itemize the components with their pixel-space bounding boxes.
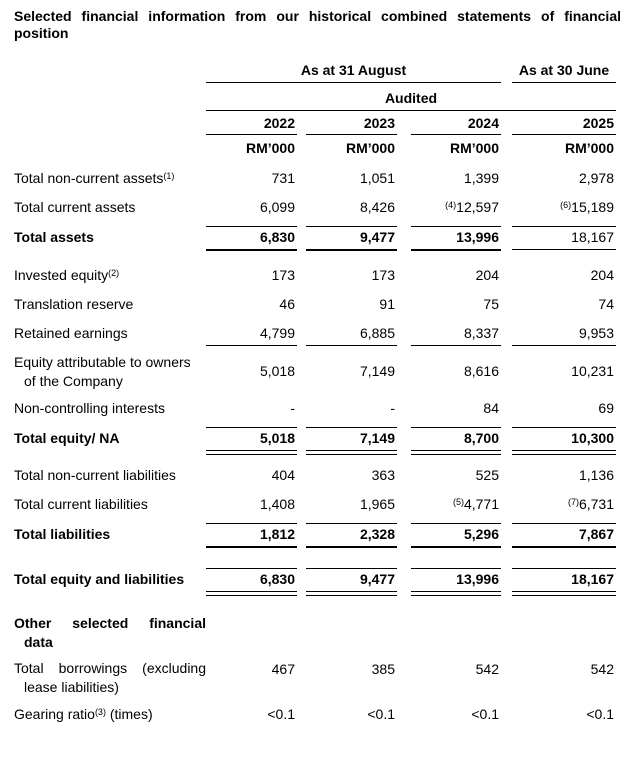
row-total-equity-and-liabilities [14, 568, 635, 592]
row-retained-earnings [14, 323, 635, 346]
value-cell: 2,978 [578, 170, 614, 186]
header-year-2024: 2024 [411, 113, 501, 135]
value-cell: <0.1 [471, 706, 499, 722]
value-cell: 2,328 [306, 523, 397, 548]
row-label-line: Total liabilities [14, 526, 111, 542]
value-cell: $^{(6)}$15,189 [560, 199, 614, 215]
value-cell: 385 [371, 661, 395, 677]
header-group-june: As at 30 June [512, 61, 616, 83]
row-label [14, 399, 206, 418]
row-label-line: Total non-current liabilities [14, 467, 176, 483]
page-title-line2: position [14, 25, 69, 41]
row-label [14, 324, 206, 343]
value-cell: 173 [371, 267, 395, 283]
row-label-line: Total assets [14, 229, 94, 245]
row-total-assets [14, 226, 635, 251]
page-title [14, 8, 621, 42]
row-label-line: Other selected financial [14, 615, 206, 631]
row-label [14, 429, 206, 448]
value-cell: 1,408 [259, 496, 295, 512]
row-label [14, 353, 206, 391]
value-cell: 4,799 [206, 323, 297, 346]
header-year-2023: 2023 [306, 113, 397, 135]
row-label [14, 466, 206, 485]
row-total-non-current-liabilities [14, 465, 635, 487]
header-year-2022: 2022 [206, 113, 297, 135]
row-label-line: data [24, 634, 53, 650]
value-cell: 1,051 [359, 170, 395, 186]
value-cell: 525 [475, 467, 499, 483]
header-audited: Audited [206, 89, 616, 111]
header-unit: RM’000 [449, 140, 499, 156]
value-cell: 363 [371, 467, 395, 483]
row-label-line: Gearing ratio$^{(3)}$ (times) [14, 706, 153, 722]
value-cell: 731 [271, 170, 295, 186]
value-cell: 542 [475, 661, 499, 677]
header-unit-row [14, 138, 635, 160]
value-cell: 404 [271, 467, 295, 483]
value-cell: 204 [590, 267, 614, 283]
value-cell: 69 [598, 400, 614, 416]
row-label-line: Invested equity$^{(2)}$ [14, 267, 120, 283]
value-cell: $^{(4)}$12,597 [445, 199, 499, 215]
row-total-current-assets [14, 197, 635, 219]
page-title-line1: Selected financial information from our historical combined statements of financial [14, 8, 621, 24]
value-cell: <0.1 [586, 706, 614, 722]
value-cell: 204 [475, 267, 499, 283]
row-equity-attributable-to-owners [14, 353, 635, 391]
row-total-borrowings [14, 659, 635, 697]
row-label-line: Retained earnings [14, 325, 128, 341]
value-cell: 9,953 [512, 323, 616, 346]
value-cell: 18,167 [512, 226, 616, 250]
value-cell: 7,149 [306, 427, 397, 451]
row-label-line: Equity attributable to owners [14, 354, 191, 370]
row-label [14, 525, 206, 544]
row-translation-reserve [14, 294, 635, 316]
value-cell: $^{(5)}$4,771 [452, 496, 499, 512]
value-cell: 1,965 [359, 496, 395, 512]
value-cell: 542 [590, 661, 614, 677]
value-cell: - [390, 400, 395, 416]
value-cell: 8,426 [359, 199, 395, 215]
row-total-non-current-assets [14, 168, 635, 190]
row-label-line: of the Company [24, 373, 123, 389]
row-total-current-liabilities [14, 494, 635, 516]
value-cell: 9,477 [306, 568, 397, 592]
header-unit: RM’000 [564, 140, 614, 156]
row-label-line: Total borrowings (excluding [14, 660, 206, 676]
header-group-row [14, 61, 635, 83]
value-cell: 8,616 [463, 363, 499, 379]
value-cell: <0.1 [267, 706, 295, 722]
row-label-line: Total current assets [14, 199, 136, 215]
row-label [14, 228, 206, 247]
header-years-row [14, 113, 635, 135]
row-label [14, 169, 206, 188]
value-cell: 173 [271, 267, 295, 283]
row-non-controlling-interests [14, 398, 635, 420]
table-body [14, 168, 635, 726]
value-cell: 1,136 [578, 467, 614, 483]
footnote-marker: (3) [94, 707, 106, 717]
header-year-2025: 2025 [512, 113, 616, 135]
row-label-line: Non-controlling interests [14, 400, 165, 416]
value-cell: 10,231 [571, 363, 614, 379]
value-cell: 1,812 [206, 523, 297, 548]
footnote-marker: (6) [560, 200, 572, 210]
value-cell: 18,167 [512, 568, 616, 592]
value-cell: 5,296 [411, 523, 501, 548]
row-invested-equity [14, 265, 635, 287]
footnote-marker: (1) [163, 171, 175, 181]
row-label-line: Total non-current assets$^{(1)}$ [14, 170, 175, 186]
header-group-august: As at 31 August [206, 61, 501, 83]
value-cell: 5,018 [259, 363, 295, 379]
value-cell: 9,477 [306, 226, 397, 251]
row-label [14, 266, 206, 285]
value-cell: 467 [271, 661, 295, 677]
value-cell: 84 [483, 400, 499, 416]
value-cell: 13,996 [411, 226, 501, 251]
row-label [14, 495, 206, 514]
value-cell: 13,996 [411, 568, 501, 592]
value-cell: 6,830 [206, 568, 297, 592]
footnote-marker: (7) [567, 497, 579, 507]
row-label-line: lease liabilities) [24, 679, 119, 695]
value-cell: 6,099 [259, 199, 295, 215]
row-label-line: Translation reserve [14, 296, 134, 312]
header-audited-row [14, 89, 635, 111]
row-label [14, 659, 206, 697]
value-cell: 91 [379, 296, 395, 312]
value-cell: $^{(7)}$6,731 [567, 496, 614, 512]
value-cell: 7,867 [512, 523, 616, 548]
value-cell: <0.1 [367, 706, 395, 722]
value-cell: 1,399 [463, 170, 499, 186]
value-cell: 75 [483, 296, 499, 312]
header-unit: RM’000 [245, 140, 295, 156]
value-cell: 6,830 [206, 226, 297, 251]
row-gearing-ratio [14, 704, 635, 726]
row-label-line: Total equity/ NA [14, 430, 120, 446]
row-label-line: Total current liabilities [14, 496, 148, 512]
row-label [14, 705, 206, 724]
row-label [14, 295, 206, 314]
footnote-marker: (4) [445, 200, 457, 210]
value-cell: 6,885 [306, 323, 397, 346]
row-total-liabilities [14, 523, 635, 548]
footnote-marker: (2) [108, 268, 120, 278]
row-other-selected-financial-data-heading [14, 614, 635, 652]
value-cell: 7,149 [359, 363, 395, 379]
value-cell: 8,700 [411, 427, 501, 451]
value-cell: - [290, 400, 295, 416]
value-cell: 74 [598, 296, 614, 312]
row-label-line: Total equity and liabilities [14, 571, 185, 587]
value-cell: 46 [279, 296, 295, 312]
footnote-marker: (5) [452, 497, 464, 507]
row-label [14, 570, 206, 589]
row-label [14, 614, 206, 652]
value-cell: 5,018 [206, 427, 297, 451]
value-cell: 8,337 [411, 323, 501, 346]
header-unit: RM’000 [345, 140, 395, 156]
row-total-equity-na [14, 427, 635, 451]
row-label [14, 198, 206, 217]
value-cell: 10,300 [512, 427, 616, 451]
